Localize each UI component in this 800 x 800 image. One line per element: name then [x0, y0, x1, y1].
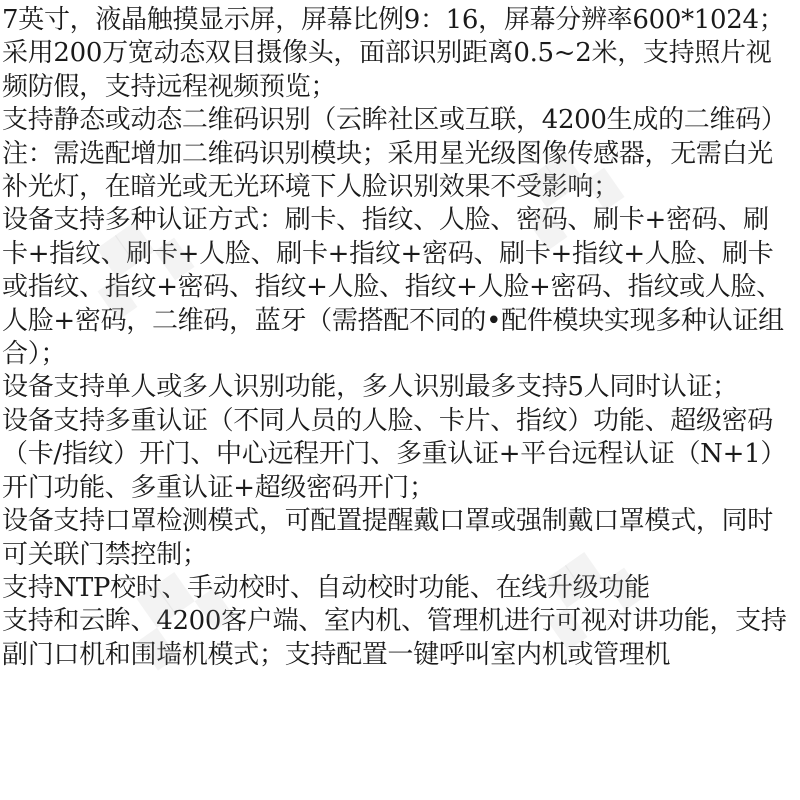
spec-display: 7英寸，液晶触摸显示屏，屏幕比例9：16，屏幕分辨率600*1024；	[2, 5, 785, 35]
spec-intercom: 支持和云眸、4200客户端、室内机、管理机进行可视对讲功能，支持副门口机和围墙机模式；支持配置一键呼叫室内机或管理机	[2, 606, 787, 670]
watermark: ▞▚	[508, 139, 625, 251]
watermark: ▞▚	[118, 559, 235, 671]
watermark: ▞▚	[78, 209, 195, 321]
spec-camera: 采用200万宽动态双目摄像头，面部识别距离0.5~2米，支持照片视频防假，支持远程视频预览；	[2, 38, 772, 102]
spec-multi-person: 设备支持单人或多人识别功能，多人识别最多支持5人同时认证；	[2, 372, 738, 403]
spec-mask-detection: 设备支持口罩检测模式，可配置提醒戴口罩或强制戴口罩模式，同时可关联门禁控制；	[2, 506, 774, 570]
watermark: ▞▚	[528, 539, 645, 651]
spec-time-sync: 支持NTP校时、手动校时、自动校时功能、在线升级功能	[2, 572, 650, 603]
spec-auth-methods: 设备支持多种认证方式：刷卡、指纹、人脸、密码、刷卡+密码、刷卡+指纹、刷卡+人脸、刷卡+指纹+密码、刷卡+指纹+人脸、刷卡或指纹、指纹+密码、指纹+人脸、指纹+人脸+密码、指纹或人脸、人脸+密码，二维码，蓝牙（需搭配不同的•配件模块实现多种认证组合）；	[2, 205, 784, 370]
spec-qr-code: 支持静态或动态二维码识别（云眸社区或互联，4200生成的二维码）注：需选配增加二维码识别模块；采用星光级图像传感器，无需白光补光灯，在暗光或无光环境下人脸识别效果不受影响；	[2, 105, 787, 203]
spec-multi-auth: 设备支持多重认证（不同人员的人脸、卡片、指纹）功能、超级密码（卡/指纹）开门、中心远程开门、多重认证+平台远程认证（N+1）开门功能、多重认证+超级密码开门；	[2, 405, 787, 503]
